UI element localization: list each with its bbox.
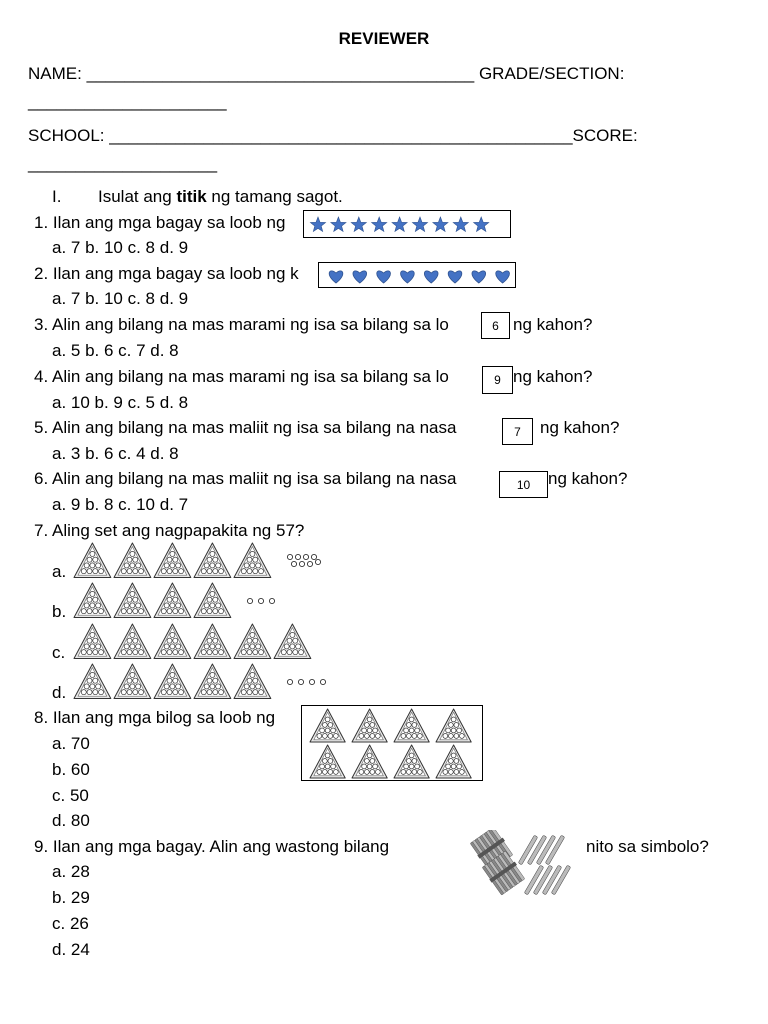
question-5 <box>34 418 456 438</box>
heart-icon <box>401 271 415 283</box>
ten-circle-triangle-icon <box>114 664 151 699</box>
q9-choice-b: b. 29 <box>52 888 90 907</box>
question-7 <box>34 521 304 541</box>
q9-choice-d: d. 24 <box>52 940 90 959</box>
q7-option-a-set <box>74 543 321 578</box>
q7-option-d-label: d. <box>52 683 67 702</box>
q8-triangles <box>302 706 482 780</box>
q6-choices: a. 9 b. 8 c. 10 d. 7 <box>52 495 189 514</box>
star-icon <box>412 217 427 231</box>
ten-circle-triangle-icon <box>114 583 151 618</box>
ten-circle-triangle-icon <box>436 709 471 742</box>
grade-line[interactable]: _____________________ <box>28 92 227 111</box>
question-6 <box>34 469 456 489</box>
ten-circle-triangle-icon <box>194 624 231 659</box>
q9-text-after: nito sa simbolo? <box>586 837 709 856</box>
instruction-post: ng tamang sagot. <box>206 187 343 206</box>
q8-choice-d: d. 80 <box>52 811 90 830</box>
question-number: 6. <box>34 469 49 488</box>
name-line[interactable]: _________________________________________ <box>86 64 475 83</box>
ten-circle-triangle-icon <box>310 745 345 778</box>
question-text: Alin ang bilang na mas marami ng isa sa bilang sa lo <box>51 315 449 334</box>
ten-circle-triangle-icon <box>194 664 231 699</box>
q6-text-after: ng kahon? <box>548 469 628 488</box>
heart-icon <box>424 271 438 283</box>
single-circle-icon <box>311 554 316 559</box>
question-text: Aling set ang nagpapakita ng 57? <box>51 521 305 540</box>
q9-choice-a: a. 28 <box>52 862 90 881</box>
school-line[interactable]: _________________________________________________ <box>109 126 573 145</box>
question-number: 3. <box>34 315 49 334</box>
q3-number-box: 6 <box>481 312 510 339</box>
question-4 <box>34 367 449 387</box>
question-number: 8. <box>34 708 49 727</box>
question-9 <box>34 837 389 857</box>
q9-choice-c: c. 26 <box>52 914 89 933</box>
question-text: Ilan ang mga bagay sa loob ng k <box>52 264 299 283</box>
single-circle-icon <box>258 598 263 603</box>
q5-text-after: ng kahon? <box>540 418 620 437</box>
question-text: Ilan ang mga bilog sa loob ng <box>52 708 276 727</box>
q2-choices: a. 7 b. 10 c. 8 d. 9 <box>52 289 189 308</box>
star-icon <box>453 217 468 231</box>
q7-option-a-label: a. <box>52 562 67 581</box>
q4-number-box: 9 <box>482 366 513 394</box>
instruction-pre: Isulat ang <box>98 187 177 206</box>
star-icon <box>392 217 407 231</box>
school-label: SCHOOL: <box>28 126 105 145</box>
q7-options-graphic <box>70 540 370 705</box>
single-circle-icon <box>320 679 325 684</box>
q4-choices: a. 10 b. 9 c. 5 d. 8 <box>52 393 189 412</box>
question-text: Ilan ang mga bagay sa loob ng <box>52 213 286 232</box>
ten-circle-triangle-icon <box>234 543 271 578</box>
ten-circle-triangle-icon <box>194 583 231 618</box>
q4-text-after: ng kahon? <box>513 367 593 386</box>
q7-option-b-set <box>74 583 275 618</box>
single-circle-icon <box>303 554 308 559</box>
star-row <box>304 211 510 237</box>
section-instruction <box>98 187 343 207</box>
q1-choices: a. 7 b. 10 c. 8 d. 9 <box>52 238 189 257</box>
question-number: 7. <box>34 521 49 540</box>
heart-icon <box>496 271 510 283</box>
star-icon <box>474 217 489 231</box>
ten-circle-triangle-icon <box>114 624 151 659</box>
name-row <box>28 64 624 84</box>
question-text: Ilan ang mga bagay. Alin ang wastong bilang <box>52 837 390 856</box>
heart-icon <box>377 271 391 283</box>
question-number: 2. <box>34 264 49 283</box>
ten-circle-triangle-icon <box>394 709 429 742</box>
question-text: Alin ang bilang na mas marami ng isa sa bilang sa lo <box>51 367 449 386</box>
ten-circle-triangle-icon <box>74 583 111 618</box>
instruction-bold: titik <box>176 187 207 206</box>
star-icon <box>310 217 325 231</box>
ten-circle-triangle-icon <box>74 664 111 699</box>
q7-option-d-set <box>74 664 326 699</box>
heart-icon <box>353 271 367 283</box>
question-number: 5. <box>34 418 49 437</box>
single-circle-icon <box>287 679 292 684</box>
q8-choice-b: b. 60 <box>52 760 90 779</box>
q5-choices: a. 3 b. 6 c. 4 d. 8 <box>52 444 179 463</box>
single-circle-icon <box>299 561 304 566</box>
ten-circle-triangle-icon <box>154 583 191 618</box>
heart-icon <box>472 271 486 283</box>
ten-circle-triangle-icon <box>352 709 387 742</box>
q7-option-c-label: c. <box>52 643 66 662</box>
ten-circle-triangle-icon <box>154 664 191 699</box>
heart-icon <box>448 271 462 283</box>
q9-sticks-graphic <box>462 830 582 900</box>
q8-choice-c: c. 50 <box>52 786 89 805</box>
star-icon <box>372 217 387 231</box>
single-circle-icon <box>247 598 252 603</box>
q6-number-box: 10 <box>499 471 548 498</box>
q8-triangle-box <box>301 705 483 781</box>
name-label: NAME: <box>28 64 82 83</box>
school-row <box>28 126 638 146</box>
single-circle-icon <box>295 554 300 559</box>
star-icon <box>331 217 346 231</box>
grade-label: GRADE/SECTION: <box>478 64 625 83</box>
single-circle-icon <box>291 561 296 566</box>
question-3 <box>34 315 449 335</box>
star-icon <box>351 217 366 231</box>
question-8 <box>34 708 275 728</box>
ten-circle-triangle-icon <box>154 624 191 659</box>
single-circle-icon <box>287 554 292 559</box>
single-circle-icon <box>309 679 314 684</box>
star-icon <box>433 217 448 231</box>
heart-row <box>319 263 515 287</box>
single-circle-icon <box>315 559 320 564</box>
ten-circle-triangle-icon <box>154 543 191 578</box>
ten-circle-triangle-icon <box>274 624 311 659</box>
question-text: Alin ang bilang na mas maliit ng isa sa bilang na nasa <box>51 418 457 437</box>
q5-number-box: 7 <box>502 418 533 445</box>
single-circle-icon <box>298 679 303 684</box>
q7-option-b-label: b. <box>52 602 67 621</box>
single-circle-icon <box>307 561 312 566</box>
score-line[interactable]: ____________________ <box>28 154 218 173</box>
single-circle-icon <box>269 598 274 603</box>
ten-circle-triangle-icon <box>436 745 471 778</box>
q2-heart-box <box>318 262 516 288</box>
question-text: Alin ang bilang na mas maliit ng isa sa bilang na nasa <box>51 469 457 488</box>
page-title: REVIEWER <box>338 29 430 48</box>
q1-star-box <box>303 210 511 238</box>
question-1 <box>34 213 285 233</box>
heart-icon <box>329 271 343 283</box>
q7-option-c-set <box>74 624 311 659</box>
ten-circle-triangle-icon <box>310 709 345 742</box>
question-2 <box>34 264 299 284</box>
ten-circle-triangle-icon <box>194 543 231 578</box>
ten-circle-triangle-icon <box>234 624 271 659</box>
section-numeral: I. <box>52 187 62 206</box>
q8-choice-a: a. 70 <box>52 734 90 753</box>
ten-circle-triangle-icon <box>352 745 387 778</box>
ten-circle-triangle-icon <box>234 664 271 699</box>
q3-choices: a. 5 b. 6 c. 7 d. 8 <box>52 341 179 360</box>
ten-circle-triangle-icon <box>74 624 111 659</box>
ten-circle-triangle-icon <box>74 543 111 578</box>
q3-text-after: ng kahon? <box>513 315 593 334</box>
question-number: 9. <box>34 837 49 856</box>
ten-circle-triangle-icon <box>394 745 429 778</box>
question-number: 4. <box>34 367 49 386</box>
question-number: 1. <box>34 213 49 232</box>
ten-circle-triangle-icon <box>114 543 151 578</box>
score-label: SCORE: <box>572 126 638 145</box>
